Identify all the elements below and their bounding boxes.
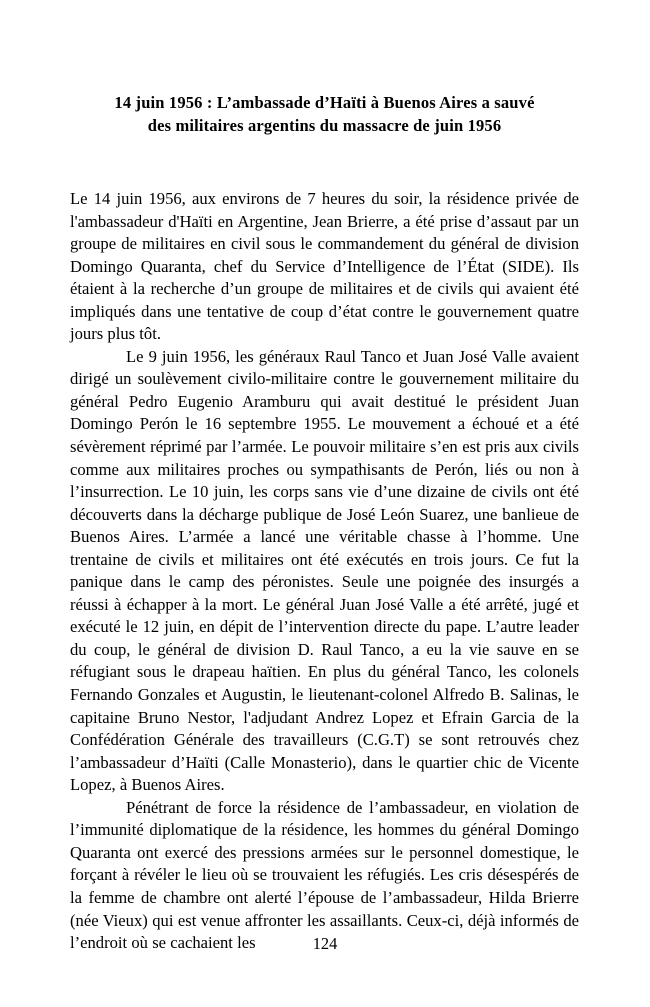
body-text bbox=[70, 188, 579, 955]
paragraph-3: Pénétrant de force la résidence de l’ambassadeur, en violation de l’immunité diplomatique de la résidence, les hommes du général Domingo Quaranta ont exercé des pressions armées sur le personnel domestique, le forçant à révéler le lieu où se trouvaient les réfugiés. Les cris désespérés de la femme de chambre ont alerté l’épouse de l’ambassadeur, Hilda Brierre (née Vieux) qui est venue affronter les assaillants. Ceux-ci, déjà informés de l’endroit où se cachaient les bbox=[70, 797, 579, 953]
page-content bbox=[70, 92, 579, 955]
page-title bbox=[70, 92, 579, 137]
page-title-line-2: des militaires argentins du massacre de juin 1956 bbox=[147, 115, 502, 135]
page-number: 124 bbox=[312, 934, 338, 953]
page-title-line-1: 14 juin 1956 : L’ambassade d’Haïti à Buenos Aires a sauvé bbox=[114, 93, 535, 112]
paragraph-1: Le 14 juin 1956, aux environs de 7 heures du soir, la résidence privée de l'ambassadeur d'Haïti en Argentine, Jean Brierre, a été prise d’assaut par un groupe de militaires en civil sous le commandement du général de division Domingo Quaranta, chef du Service d’Intelligence de l’État (SIDE). Ils étaient à la recherche d’un groupe de militaires et de civils qui avaient été impliqués dans une tentative de coup d’état contre le gouvernement quatre jours plus tôt. bbox=[70, 189, 579, 344]
paragraph-2: Le 9 juin 1956, les généraux Raul Tanco et Juan José Valle avaient dirigé un soulèvement civilo-militaire contre le gouvernement militaire du général Pedro Eugenio Aramburu qui avait destitué le président Juan Domingo Perón le 16 septembre 1955. Le mouvement a échoué et a été sévèrement réprimé par l’armée. Le pouvoir militaire s’en est pris aux civils comme aux militaires proches ou sympathisants de Perón, liés ou non à l’insurrection. Le 10 juin, les corps sans vie d’une dizaine de civils ont été découverts dans la décharge publique de José León Suarez, une banlieue de Buenos Aires. L’armée a lancé une véritable chasse à l’homme. Une trentaine de civils et militaires ont été exécutés en trois jours. Ce fut la panique dans le camp des péronistes. Seule une poignée des insurgés a réussi à échapper à la mort. Le général Juan José Valle a été arrêté, jugé et exécuté le 12 juin, en dépit de l’intervention directe du pape. L’autre leader du coup, le général de division D. Raul Tanco, a eu la vie sauve en se réfugiant sous le drapeau haïtien. En plus du général Tanco, les colonels Fernando Gonzales et Augustin, le lieutenant-colonel Alfredo B. Salinas, le capitaine Bruno Nestor, l'adjudant Andrez Lopez et Efrain Garcia de la Confédération Générale des travailleurs (C.G.T) se sont retrouvés chez l’ambassadeur d’Haïti (Calle Monasterio), dans le quartier chic de Vicente Lopez, à Buenos Aires. bbox=[70, 346, 579, 795]
